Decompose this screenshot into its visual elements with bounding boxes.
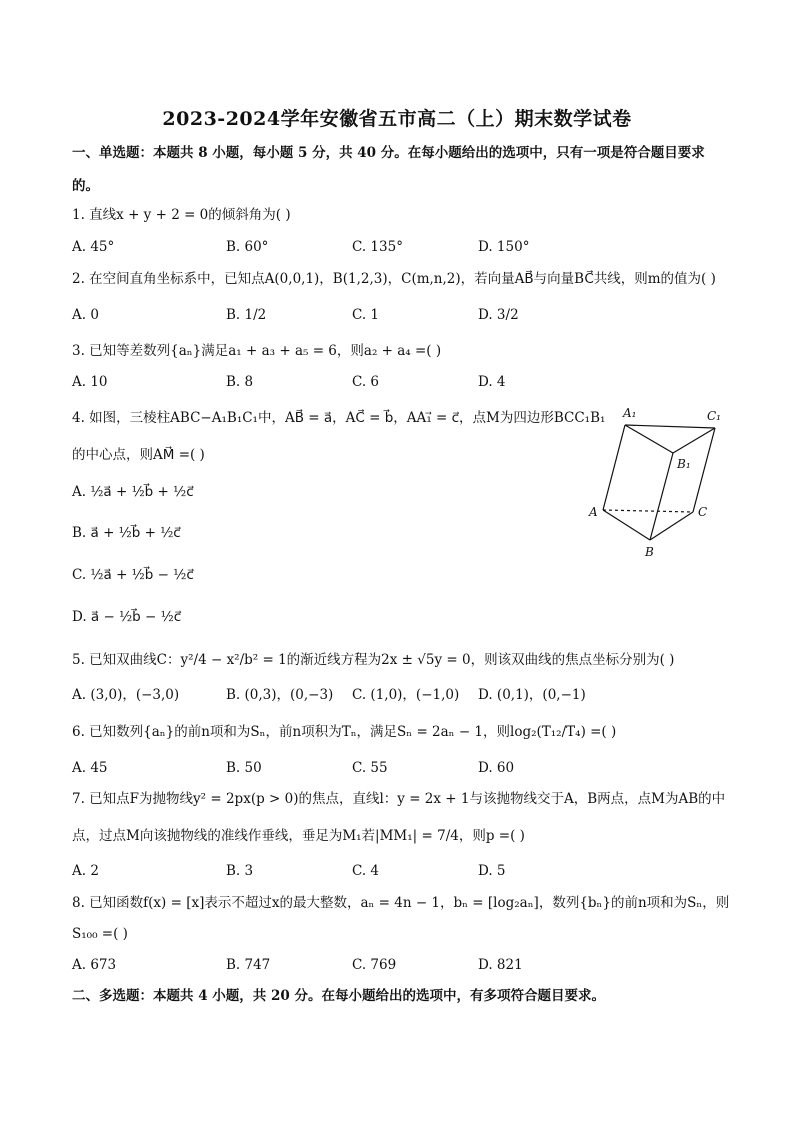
q5-option-b: B. (0,3)，(0,−3) — [226, 687, 334, 703]
question-7-text: 7. 已知点F为抛物线y² = 2px(p > 0)的焦点，直线l：y = 2x + 1与该抛物线交于A，B两点，点M为AB的中 — [72, 791, 726, 807]
q8-option-d: D. 821 — [478, 957, 523, 973]
label-c: C — [698, 505, 708, 519]
q6-option-b: B. 50 — [226, 760, 262, 776]
section1-heading: 一、单选题：本题共 8 小题，每小题 5 分，共 40 分。在每小题给出的选项中，只有一项是符合题目要求 — [72, 145, 705, 161]
label-c1: C₁ — [707, 409, 721, 423]
edge-a-a1 — [603, 425, 625, 510]
q6-option-a: A. 45 — [72, 760, 108, 776]
exam-title: 2023-2024学年安徽省五市高二（上）期末数学试卷 — [162, 108, 632, 130]
edge-a1-b1 — [625, 425, 673, 453]
q8-option-c: C. 769 — [352, 957, 397, 973]
q8-option-b: B. 747 — [226, 957, 271, 973]
q4-option-b: B. a⃗ + ½b⃗ + ½c⃗ — [72, 525, 181, 541]
question-8-text-cont: S₁₀₀ =( ) — [72, 926, 128, 942]
question-3-text: 3. 已知等差数列{aₙ}满足a₁ + a₃ + a₅ = 6，则a₂ + a₄ =( ) — [72, 343, 442, 359]
q3-option-c: C. 6 — [352, 374, 380, 390]
question-4-text: 4. 如图，三棱柱ABC−A₁B₁C₁中，AB⃗ = a⃗，AC⃗ = b⃗，AA₁⃗ = c⃗，点M为四边形BCC₁B₁ — [72, 410, 606, 426]
question-2-text: 2. 在空间直角坐标系中，已知点A(0,0,1)，B(1,2,3)，C(m,n,2)，若向量AB⃗与向量BC⃗共线，则m的值为( ) — [72, 271, 716, 287]
section2-heading: 二、多选题：本题共 4 小题，共 20 分。在每小题给出的选项中，有多项符合题目要求。 — [72, 988, 605, 1004]
section1-heading-cont: 的。 — [72, 178, 99, 194]
q2-option-b: B. 1/2 — [226, 307, 267, 323]
q4-option-d: D. a⃗ − ½b⃗ − ½c⃗ — [72, 609, 182, 625]
edge-a-c-hidden — [603, 510, 693, 512]
prism-figure — [585, 400, 725, 565]
q7-option-c: C. 4 — [352, 863, 380, 879]
question-7-text-cont: 点，过点M向该抛物线的准线作垂线，垂足为M₁若|MM₁| = 7/4，则p =( ) — [72, 828, 525, 844]
q4-option-a: A. ½a⃗ + ½b⃗ + ½c⃗ — [72, 484, 194, 500]
question-5-text: 5. 已知双曲线C：y²/4 − x²/b² = 1的渐近线方程为2x ± √5y = 0，则该双曲线的焦点坐标分别为( ) — [72, 652, 675, 668]
q6-option-c: C. 55 — [352, 760, 388, 776]
q1-option-a: A. 45° — [72, 239, 115, 255]
q3-option-a: A. 10 — [72, 374, 108, 390]
label-b: B — [645, 545, 654, 559]
q1-option-b: B. 60° — [226, 239, 269, 255]
label-b1: B₁ — [677, 457, 691, 471]
edge-c-c1 — [693, 428, 715, 512]
q7-option-b: B. 3 — [226, 863, 254, 879]
label-a1: A₁ — [623, 406, 637, 420]
q6-option-d: D. 60 — [478, 760, 515, 776]
q4-option-c: C. ½a⃗ + ½b⃗ − ½c⃗ — [72, 567, 194, 583]
q5-option-d: D. (0,1)，(0,−1) — [478, 687, 586, 703]
question-8-text: 8. 已知函数f(x) = [x]表示不超过x的最大整数，aₙ = 4n − 1，bₙ = [log₂aₙ]，数列{bₙ}的前n项和为Sₙ，则 — [72, 895, 730, 911]
question-1-text: 1. 直线x + y + 2 = 0的倾斜角为( ) — [72, 207, 291, 223]
q3-option-b: B. 8 — [226, 374, 254, 390]
edge-c1-b1 — [673, 428, 715, 453]
q5-option-c: C. (1,0)，(−1,0) — [352, 687, 460, 703]
q2-option-d: D. 3/2 — [478, 307, 519, 323]
q1-option-c: C. 135° — [352, 239, 403, 255]
q1-option-d: D. 150° — [478, 239, 530, 255]
q2-option-a: A. 0 — [72, 307, 99, 323]
edge-a1-c1 — [625, 425, 715, 428]
q7-option-a: A. 2 — [72, 863, 99, 879]
q3-option-d: D. 4 — [478, 374, 506, 390]
label-a: A — [589, 505, 598, 519]
question-6-text: 6. 已知数列{aₙ}的前n项和为Sₙ，前n项积为Tₙ，满足Sₙ = 2aₙ − 1，则log₂(T₁₂/T₄) =( ) — [72, 724, 617, 740]
q8-option-a: A. 673 — [72, 957, 117, 973]
q7-option-d: D. 5 — [478, 863, 506, 879]
question-4-text-cont: 的中心点，则AM⃗ =( ) — [72, 447, 205, 463]
q2-option-c: C. 1 — [352, 307, 380, 323]
q5-option-a: A. (3,0)，(−3,0) — [72, 687, 180, 703]
edge-a-b — [603, 510, 650, 540]
